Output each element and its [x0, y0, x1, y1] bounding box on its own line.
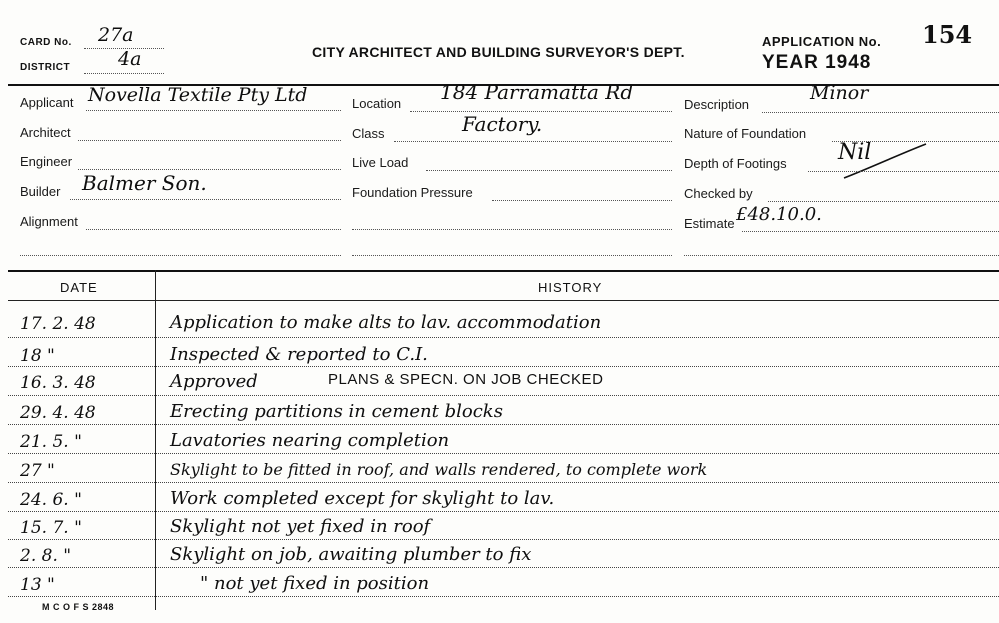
row-history: Skylight on job, awaiting plumber to fix	[170, 544, 532, 565]
engineer-label: Engineer	[20, 154, 73, 169]
foundation-pressure-label: Foundation Pressure	[352, 185, 473, 200]
alignment-label: Alignment	[20, 214, 78, 229]
applicant-value: Novella Textile Pty Ltd	[88, 84, 308, 106]
class-line	[394, 141, 672, 142]
description-label: Description	[684, 97, 750, 112]
foundation-pressure-line	[492, 200, 672, 201]
card-no-value: 27a	[98, 24, 134, 46]
form-code: M C O F S 2848	[42, 602, 115, 612]
builder-line	[70, 199, 341, 200]
blank-line-2	[352, 229, 672, 230]
history-column-header: HISTORY	[538, 280, 603, 295]
row-date: 27 "	[20, 461, 55, 481]
row-date: 24. 6. "	[20, 490, 82, 510]
row-date: 29. 4. 48	[20, 403, 96, 423]
row-rule	[8, 424, 999, 425]
row-date: 2. 8. "	[20, 546, 72, 566]
row-rule	[8, 511, 999, 512]
year: YEAR 1948	[762, 52, 872, 73]
architect-line	[78, 140, 341, 141]
row-history: Application to make alts to lav. accommodation	[170, 312, 602, 333]
table-column-divider	[155, 270, 156, 610]
district-line	[84, 73, 164, 74]
row-history: Skylight to be fitted in roof, and walls rendered, to complete work	[170, 460, 708, 479]
applicant-line	[86, 110, 341, 111]
row-date: 17. 2. 48	[20, 314, 96, 334]
row-history: Erecting partitions in cement blocks	[170, 401, 503, 422]
blank-line-4	[684, 255, 999, 256]
depth-line	[808, 171, 999, 172]
live-load-line	[426, 170, 672, 171]
applicant-label: Applicant	[20, 95, 74, 110]
builder-label: Builder	[20, 184, 61, 199]
row-date: 21. 5. "	[20, 432, 82, 452]
row-rule	[8, 366, 999, 367]
plans-checked-stamp: PLANS & SPECN. ON JOB CHECKED	[328, 371, 604, 388]
class-value: Factory.	[462, 112, 543, 136]
row-rule	[8, 539, 999, 540]
checked-by-label: Checked by	[684, 186, 753, 201]
class-label: Class	[352, 126, 385, 141]
row-date: 15. 7. "	[20, 518, 82, 538]
nature-of-foundation-label: Nature of Foundation	[684, 126, 807, 141]
row-date: 13 "	[20, 575, 55, 595]
blank-line-1	[20, 255, 341, 256]
row-history: Inspected & reported to C.I.	[170, 344, 428, 365]
row-rule	[8, 337, 999, 338]
row-rule	[8, 453, 999, 454]
row-history: Approved	[170, 371, 258, 392]
row-history: Work completed except for skylight to lav.	[170, 488, 555, 509]
builder-value: Balmer Son.	[82, 171, 207, 195]
alignment-line	[86, 229, 341, 230]
blank-line-3	[352, 255, 672, 256]
engineer-line	[78, 169, 341, 170]
card-no-label: CARD No.	[20, 37, 72, 48]
row-rule	[8, 596, 999, 597]
description-line	[762, 112, 999, 113]
estimate-label: Estimate	[684, 216, 735, 231]
depth-of-footings-value: Nil	[838, 140, 872, 165]
depth-strike-mark	[840, 140, 930, 182]
architect-label: Architect	[20, 125, 71, 140]
row-history: Skylight not yet fixed in roof	[170, 516, 431, 537]
row-rule	[8, 482, 999, 483]
description-value: Minor	[810, 82, 869, 104]
date-column-header: DATE	[60, 280, 98, 295]
application-label: APPLICATION No.	[762, 34, 882, 49]
row-history: Lavatories nearing completion	[170, 430, 450, 451]
depth-of-footings-label: Depth of Footings	[684, 156, 787, 171]
row-date: 18 "	[20, 346, 55, 366]
table-top-rule	[8, 270, 999, 272]
row-date: 16. 3. 48	[20, 373, 96, 393]
location-label: Location	[352, 96, 402, 111]
row-rule	[8, 395, 999, 396]
live-load-label: Live Load	[352, 155, 409, 170]
district-label: DISTRICT	[20, 62, 71, 73]
application-number: 154	[922, 20, 973, 49]
row-rule	[8, 567, 999, 568]
estimate-line	[742, 231, 999, 232]
row-history: " not yet fixed in position	[200, 573, 430, 594]
checked-line	[768, 201, 999, 202]
department-title: CITY ARCHITECT AND BUILDING SURVEYOR'S DEPT.	[312, 44, 685, 60]
district-value: 4a	[118, 48, 142, 70]
table-header-rule	[8, 300, 999, 301]
estimate-value: £48.10.0.	[736, 204, 822, 225]
location-value: 184 Parramatta Rd	[440, 80, 634, 104]
